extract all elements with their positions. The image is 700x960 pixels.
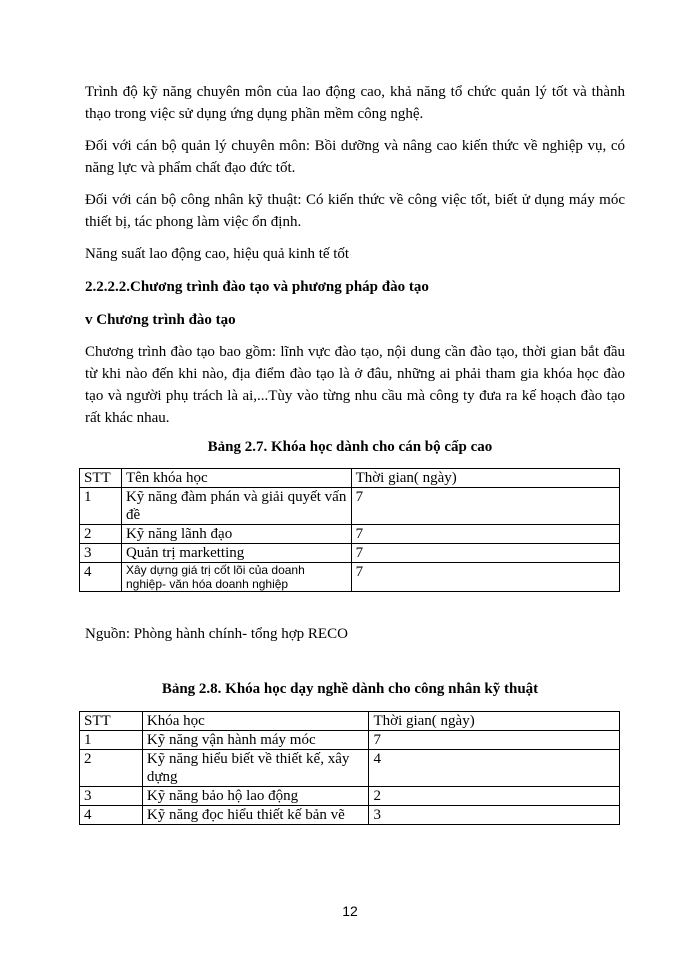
table-header-row: [80, 469, 620, 488]
header-duration: Thời gian( ngày): [369, 712, 620, 731]
cell-course: Xây dựng giá trị cốt lõi của doanh nghiệp- văn hóa doanh nghiệp: [121, 563, 351, 592]
cell-duration: 7: [351, 488, 619, 525]
cell-stt: 2: [80, 750, 143, 787]
cell-duration: 3: [369, 806, 620, 825]
table-row: [80, 544, 620, 563]
cell-course: Kỹ năng vận hành máy móc: [142, 731, 369, 750]
header-duration: Thời gian( ngày): [351, 469, 619, 488]
cell-course: Kỹ năng đọc hiểu thiết kế bản vẽ: [142, 806, 369, 825]
cell-duration: 2: [369, 787, 620, 806]
section-heading: 2.2.2.2.Chương trình đào tạo và phương pháp đào tạo: [85, 279, 429, 295]
table-row: [80, 731, 620, 750]
cell-stt: 4: [80, 806, 143, 825]
table-row: [80, 488, 620, 525]
table-senior-courses: [79, 468, 620, 592]
cell-stt: 3: [80, 544, 122, 563]
cell-stt: 3: [80, 787, 143, 806]
cell-duration: 4: [369, 750, 620, 787]
table-row: [80, 787, 620, 806]
table2-caption: Bảng 2.8. Khóa học dạy nghề dành cho công nhân kỹ thuật: [161, 681, 539, 697]
cell-course: Kỹ năng hiểu biết về thiết kế, xây dựng: [142, 750, 369, 787]
header-course-name: Tên khóa học: [121, 469, 351, 488]
cell-duration: 7: [351, 544, 619, 563]
page-number: 12: [342, 903, 358, 919]
cell-course: Quản trị marketting: [121, 544, 351, 563]
table-header-row: [80, 712, 620, 731]
cell-stt: 1: [80, 731, 143, 750]
table1-caption: Bảng 2.7. Khóa học dành cho cán bộ cấp cao: [207, 439, 493, 455]
paragraph-skill-level: Trình độ kỹ năng chuyên môn của lao động cao, khả năng tổ chức quản lý tốt và thành thạo trong việc sử dụng ứng dụng phần mềm công nghệ.: [85, 84, 625, 122]
table-row: [80, 563, 620, 592]
table-row: [80, 806, 620, 825]
cell-duration: 7: [351, 563, 619, 592]
header-stt: STT: [80, 469, 122, 488]
table-row: [80, 750, 620, 787]
paragraph-productivity: Năng suất lao động cao, hiệu quả kinh tế tốt: [85, 246, 350, 262]
cell-stt: 2: [80, 525, 122, 544]
header-stt: STT: [80, 712, 143, 731]
table-row: [80, 525, 620, 544]
cell-duration: 7: [351, 525, 619, 544]
cell-duration: 7: [369, 731, 620, 750]
paragraph-managers: Đối với cán bộ quản lý chuyên môn: Bồi dưỡng và nâng cao kiến thức về nghiệp vụ, có năng lực và phẩm chất đạo đức tốt.: [85, 138, 625, 176]
cell-course: Kỹ năng bảo hộ lao động: [142, 787, 369, 806]
paragraph-technicians: Đối với cán bộ công nhân kỹ thuật: Có kiến thức về công việc tốt, biết ử dụng máy móc thiết bị, tác phong làm việc ổn định.: [85, 192, 625, 230]
cell-course: Kỹ năng đàm phán và giải quyết vấn đề: [121, 488, 351, 525]
cell-stt: 4: [80, 563, 122, 592]
sub-heading: v Chương trình đào tạo: [85, 312, 236, 328]
table-source-note: Nguồn: Phòng hành chính- tổng hợp RECO: [85, 626, 348, 642]
cell-stt: 1: [80, 488, 122, 525]
header-course-name: Khóa học: [142, 712, 369, 731]
table-technician-courses: [79, 711, 620, 825]
paragraph-program: Chương trình đào tạo bao gồm: lĩnh vực đào tạo, nội dung cần đào tạo, thời gian bắt đầu từ khi nào đến khi nào, địa điểm đào tạo là ở đâu, những ai phải tham gia khóa học đào tạo và người phụ trách là ai,...Tùy vào từng nhu cầu mà công ty đưa ra kế hoạch đào tạo rất khác nhau.: [85, 344, 625, 426]
cell-course: Kỹ năng lãnh đạo: [121, 525, 351, 544]
